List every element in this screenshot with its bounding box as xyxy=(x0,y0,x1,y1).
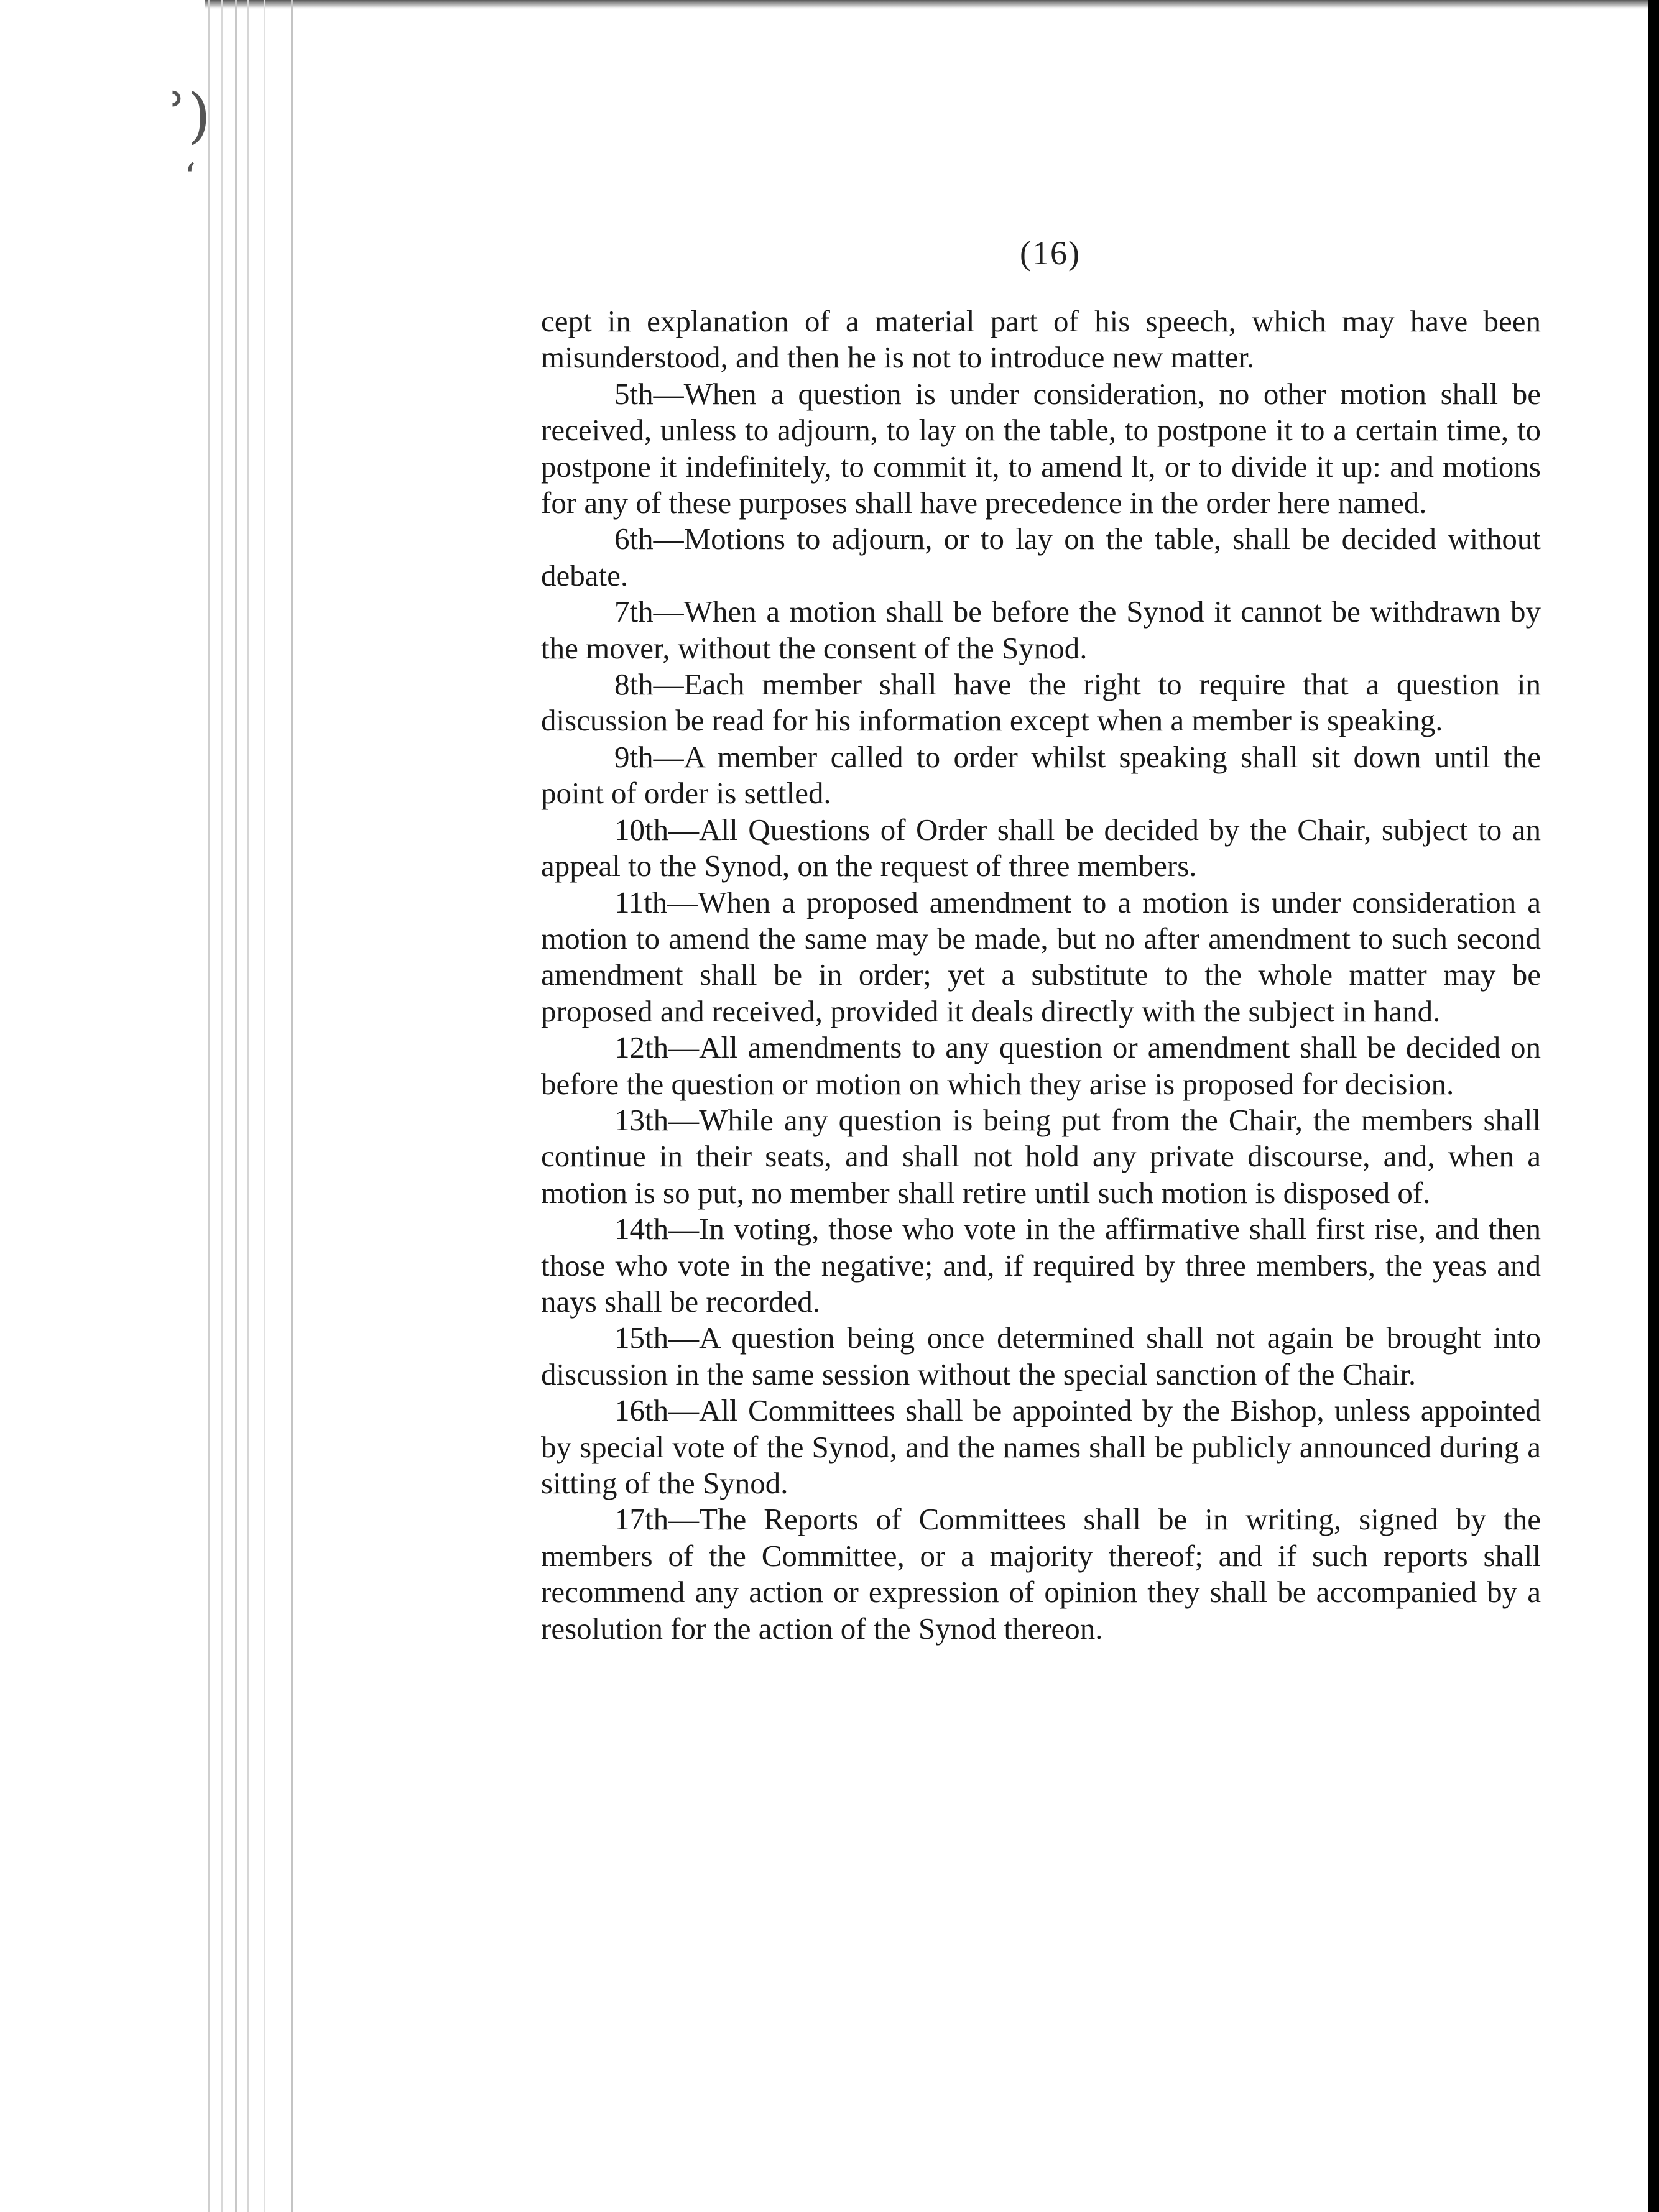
rule-5th: 5th—When a question is under consideration, no other motion shall be received, unless to adjourn, to lay on the table, to postpone it to a certain time, to postpone it indefinitely, to commit it, to amend lt, or to divide it up: and motions for any of these purposes shall have precedence in the order here named. xyxy=(541,376,1541,520)
rule-12th: 12th—All amendments to any question or amendment shall be decided on before the question or motion on which they arise is proposed for decision. xyxy=(541,1030,1541,1101)
rule-15th: 15th—A question being once determined shall not again be brought into discussion in the same session without the special sanction of the Chair. xyxy=(541,1320,1541,1391)
body-text xyxy=(541,303,1541,1647)
rule-9th: 9th—A member called to order whilst speaking shall sit down until the point of order is settled. xyxy=(541,739,1541,811)
rule-6th: 6th—Motions to adjourn, or to lay on the table, shall be decided without debate. xyxy=(541,522,1541,592)
rule-14th: 14th—In voting, those who vote in the affirmative shall first rise, and then those who vote in the negative; and, if required by three members, the yeas and nays shall be recorded. xyxy=(541,1212,1541,1319)
page-number: (16) xyxy=(1020,234,1081,272)
page-edge-line xyxy=(264,0,265,2212)
rule-13th: 13th—While any question is being put from the Chair, the members shall continue in their seats, and shall not hold any private discourse, and, when a motion is so put, no member shall retire until such motion is disposed of. xyxy=(541,1102,1541,1210)
scan-border xyxy=(1648,0,1659,2212)
page-edge-line xyxy=(235,0,237,2212)
rule-16th: 16th—All Committees shall be appointed by the Bishop, unless appointed by special vote of the Synod, and the names shall be publicly announced during a sitting of the Synod. xyxy=(541,1393,1541,1500)
rule-7th: 7th—When a motion shall be before the Synod it cannot be withdrawn by the mover, without the consent of the Synod. xyxy=(541,594,1541,665)
page-edge-line xyxy=(208,0,210,2212)
rule-10th: 10th—All Questions of Order shall be decided by the Chair, subject to an appeal to the Synod, on the request of three members. xyxy=(541,812,1541,883)
margin-mark: ʾ) xyxy=(169,81,211,150)
margin-mark: ‘ xyxy=(184,155,196,199)
page-edge-line xyxy=(221,0,223,2212)
continued-paragraph: cept in explanation of a material part of his speech, which may have been misunderstood, and then he is not to introduce new matter. xyxy=(541,304,1541,375)
rule-11th: 11th—When a proposed amendment to a motion is under consideration a motion to amend the same may be made, but no after amendment to such second amendment shall be in order; yet a substitute to the whole matter may be proposed and received, provided it deals directly with the subject in hand. xyxy=(541,885,1541,1028)
rule-8th: 8th—Each member shall have the right to require that a question in discussion be read for his information except when a member is speaking. xyxy=(541,667,1541,738)
top-shadow xyxy=(205,0,1648,9)
page-edge-line xyxy=(291,0,293,2212)
rule-17th: 17th—The Reports of Committees shall be in writing, signed by the members of the Committee, or a majority thereof; and if such reports shall recommend any action or expression of opinion they shall be accompanied by a resolution for the action of the Synod thereon. xyxy=(541,1502,1541,1646)
page-edge-line xyxy=(247,0,249,2212)
